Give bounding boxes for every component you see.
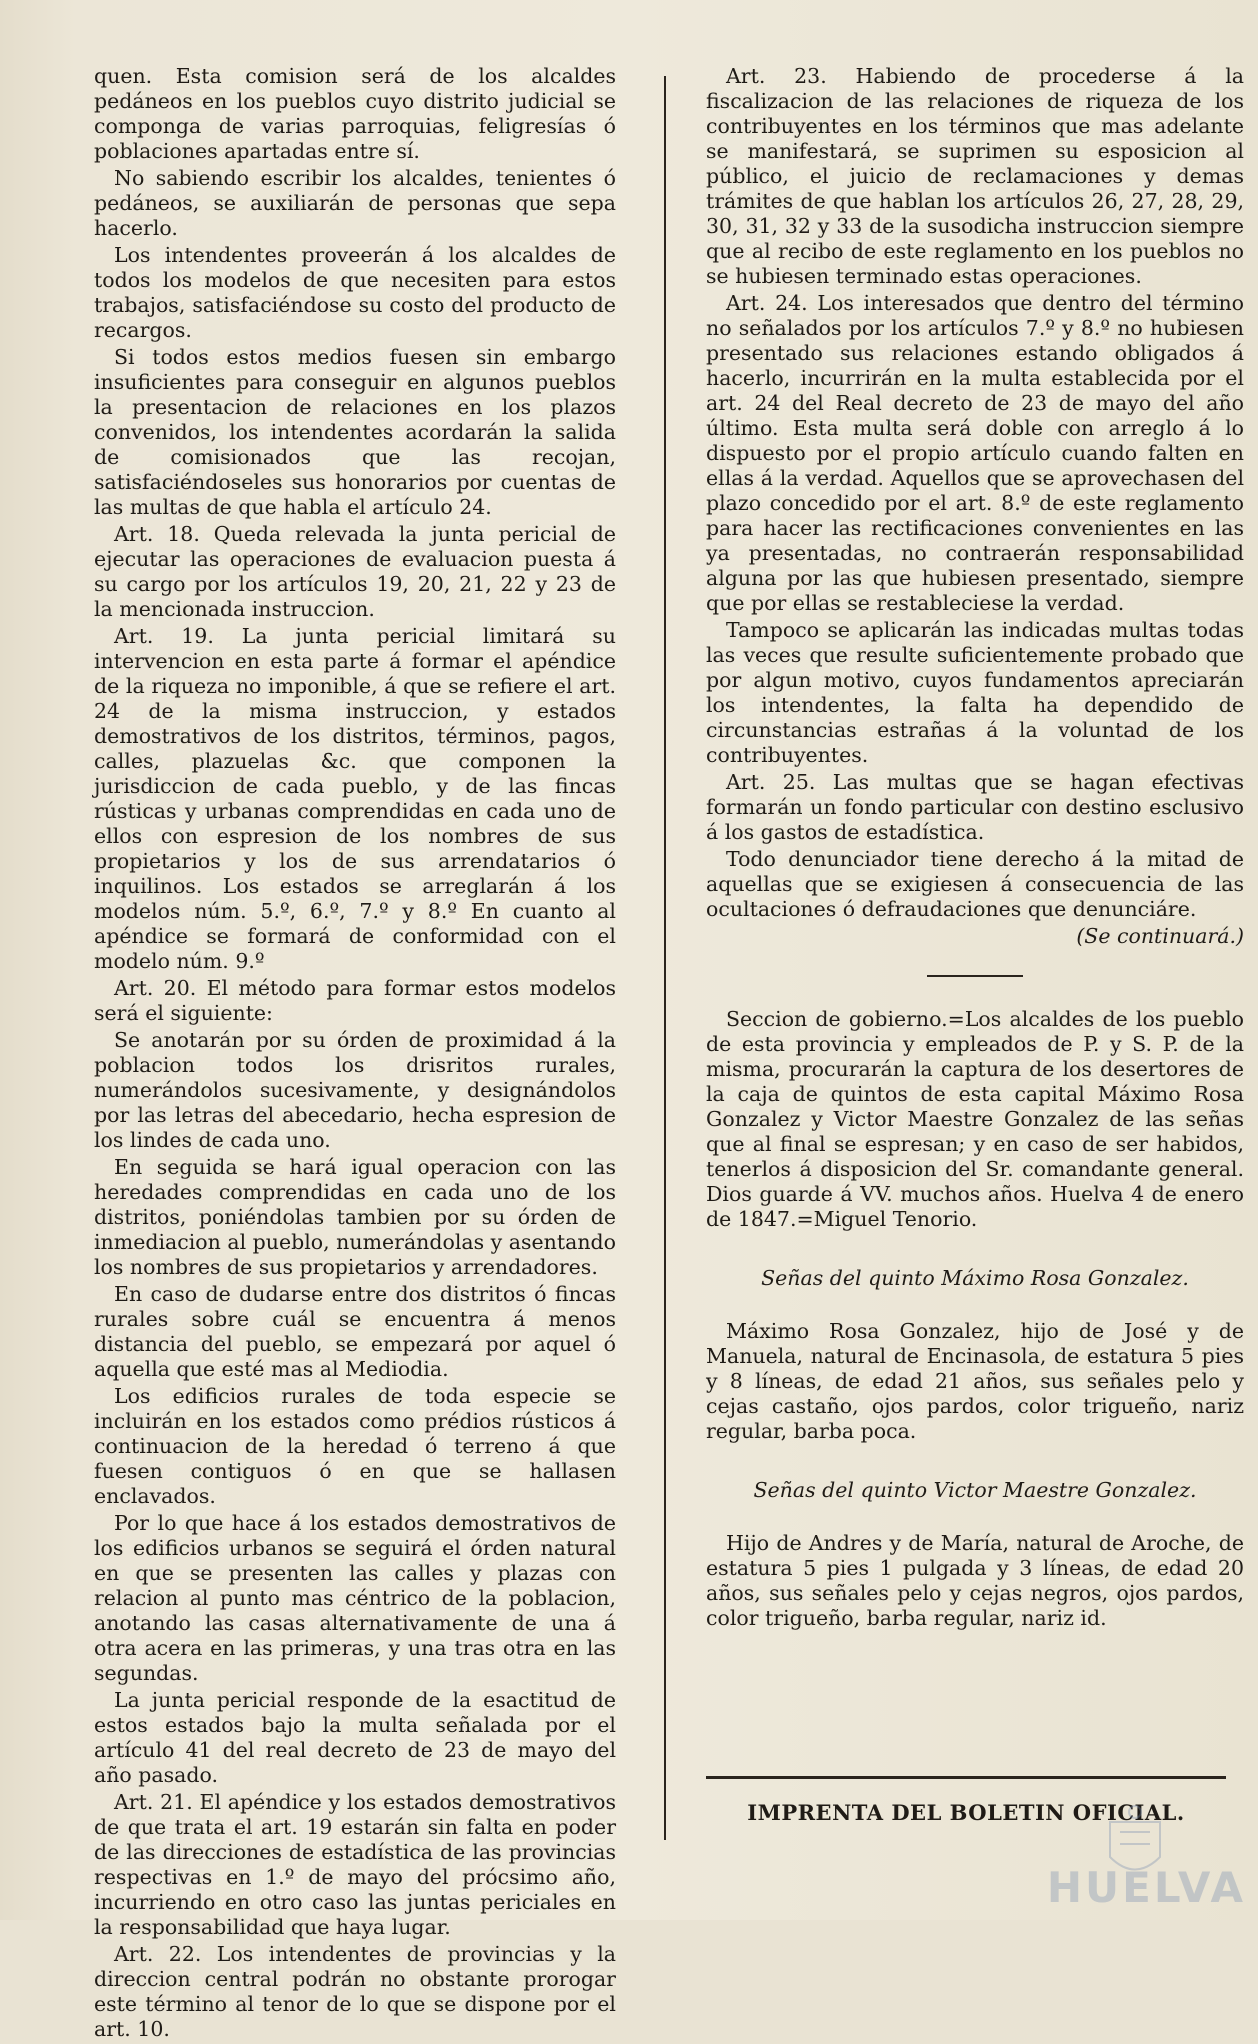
- paragraph: Por lo que hace á los estados demostrativos de los edificios urbanos se seguirá el órden natural en que se presenten las calles y plazas con relacion al punto mas céntrico de la poblacion, anotando las casas alternativamente de una á otra acera en las primeras, y una tras otra en las segundas.: [94, 1511, 616, 1685]
- paragraph: Si todos estos medios fuesen sin embargo insuficientes para conseguir en algunos pueblos la presentacion de relaciones en los plazos convenidos, los intendentes acordarán la salida de comisionados que las recojan, satisfaciéndoseles sus honorarios por cuentas de las multas de que habla el artículo 24.: [94, 345, 616, 519]
- description-victor: Hijo de Andres y de María, natural de Aroche, de estatura 5 pies 1 pulgada y 3 líneas, de edad 20 años, sus señales pelo y cejas negros, ojos pardos, color trigueño, barba regular, nariz id.: [706, 1531, 1244, 1630]
- paragraph: No sabiendo escribir los alcaldes, tenientes ó pedáneos, se auxiliarán de personas que sepa hacerlo.: [94, 166, 616, 240]
- archive-watermark: [1030, 1842, 1254, 1918]
- article-23: Art. 23. Habiendo de procederse á la fiscalizacion de las relaciones de riqueza de los contribuyentes en los términos que mas adelante se manifestará, se suprimen su esposicion al público, el juicio de reclamaciones y demas trámites de que hablan los artículos 26, 27, 28, 29, 30, 31, 32 y 33 de la susodicha instruccion siempre que al recibo de este reglamento en los pueblos no se hubiesen terminado estas operaciones.: [706, 64, 1244, 288]
- article-20: Art. 20. El método para formar estos modelos será el siguiente:: [94, 976, 616, 1025]
- column-divider: [664, 76, 666, 1840]
- imprint-line: IMPRENTA DEL BOLETIN OFICIAL.: [747, 1800, 1185, 1825]
- footer-rule: [706, 1776, 1226, 1779]
- paragraph: quen. Esta comision será de los alcaldes pedáneos en los pueblos cuyo distrito judicial se componga de varias parroquias, feligresías ó poblaciones apartadas entre sí.: [94, 64, 616, 163]
- subhead-victor: Señas del quinto Victor Maestre Gonzalez.: [753, 1478, 1197, 1502]
- left-column: [94, 64, 616, 2044]
- subhead-maximo: Señas del quinto Máximo Rosa Gonzalez.: [761, 1266, 1189, 1290]
- paragraph: Todo denunciador tiene derecho á la mitad de aquellas que se exigiesen á consecuencia de las ocultaciones ó defraudaciones que denunciáre.: [706, 847, 1244, 921]
- article-25: Art. 25. Las multas que se hagan efectivas formarán un fondo particular con destino esclusivo á los gastos de estadística.: [706, 770, 1244, 844]
- description-maximo: Máximo Rosa Gonzalez, hijo de José y de Manuela, natural de Encinasola, de estatura 5 pies y 8 líneas, de edad 21 años, sus señales pelo y cejas castaño, ojos pardos, color trigueño, nariz regular, barba poca.: [706, 1319, 1244, 1443]
- paragraph: En seguida se hará igual operacion con las heredades comprendidas en cada uno de los distritos, poniéndolas tambien por su órden de inmediacion al pueblo, numerándolas y asentando los nombres de sus propietarios y arrendadores.: [94, 1155, 616, 1279]
- article-19: Art. 19. La junta pericial limitará su intervencion en esta parte á formar el apéndice de la riqueza no imponible, á que se refiere el art. 24 de la misma instruccion, y estados demostrativos de los distritos, términos, pagos, calles, plazuelas &c. que componen la jurisdiccion de cada pueblo, y de las fincas rústicas y urbanas comprendidas en cada uno de ellos con espresion de los nombres de sus propietarios y los de sus arrendatarios ó inquilinos. Los estados se arreglarán á los modelos núm. 5.º, 6.º, 7.º y 8.º En cuanto al apéndice se formará de conformidad con el modelo núm. 9.º: [94, 624, 616, 973]
- article-22: Art. 22. Los intendentes de provincias y la direccion central podrán no obstante prorogar este término al tenor de lo que se dispone por el art. 10.: [94, 1942, 616, 2041]
- article-24: Art. 24. Los interesados que dentro del término no señalados por los artículos 7.º y 8.º no hubiesen presentado sus relaciones estando obligados á hacerlo, incurrirán en la multa establecida por el art. 24 del Real decreto de 23 de mayo del año último. Esta multa será doble con arreglo á lo dispuesto por el propio artículo cuando falten en ellas á la verdad. Aquellos que se aprovechasen del plazo concedido por el art. 8.º de este reglamento para hacer las rectificaciones convenientes en las ya presentadas, no contraerán responsabilidad alguna por las que hubiesen presentado, siempre que por ellas se restableciese la verdad.: [706, 291, 1244, 615]
- paragraph: Los edificios rurales de toda especie se incluirán en los estados como prédios rústicos á continuacion de la heredad ó terreno á que fuesen contiguos ó en que se hallasen enclavados.: [94, 1384, 616, 1508]
- government-notice: Seccion de gobierno.=Los alcaldes de los pueblo de esta provincia y empleados de P. y S. P. de la misma, procurarán la captura de los desertores de la caja de quintos de esta capital Máximo Rosa Gonzalez y Victor Maestre Gonzalez de las señas que al final se espresan; y en caso de ser habidos, tenerlos á disposicion del Sr. comandante general. Dios guarde á VV. muchos años. Huelva 4 de enero de 1847.=Miguel Tenorio.: [706, 1007, 1244, 1231]
- paragraph: En caso de dudarse entre dos distritos ó fincas rurales sobre cuál se encuentra á menos distancia del pueblo, se empezará por aquel ó aquella que esté mas al Mediodia.: [94, 1282, 616, 1381]
- section-divider: [927, 975, 1023, 977]
- paragraph: Los intendentes proveerán á los alcaldes de todos los modelos de que necesiten para estos trabajos, satisfaciéndose su costo del producto de recargos.: [94, 243, 616, 342]
- article-21: Art. 21. El apéndice y los estados demostrativos de que trata el art. 19 estarán sin falta en poder de las direcciones de estadística de las provincias respectivas en 1.º de mayo del prócsimo año, incurriendo en otro caso las juntas periciales en la responsabilidad que haya lugar.: [94, 1790, 616, 1939]
- watermark-text: HUELVA: [1046, 1863, 1246, 1912]
- right-column: [706, 64, 1244, 1633]
- paragraph: Tampoco se aplicarán las indicadas multas todas las veces que resulte suficientemente probado que por algun motivo, cuyos fundamentos apreciarán los intendentes, la falta ha dependido de circunstancias estrañas á la voluntad de los contribuyentes.: [706, 618, 1244, 767]
- article-18: Art. 18. Queda relevada la junta pericial de ejecutar las operaciones de evaluacion puesta á su cargo por los artículos 19, 20, 21, 22 y 23 de la mencionada instruccion.: [94, 522, 616, 621]
- continued-note: (Se continuará.): [1076, 924, 1244, 948]
- paragraph: La junta pericial responde de la esactitud de estos estados bajo la multa señalada por el artículo 41 del real decreto de 23 de mayo del año pasado.: [94, 1688, 616, 1787]
- paragraph: Se anotarán por su órden de proximidad á la poblacion todos los drisritos rurales, numerándolos sucesivamente, y designándolos por las letras del abecedario, hecha espresion de los lindes de cada uno.: [94, 1028, 616, 1152]
